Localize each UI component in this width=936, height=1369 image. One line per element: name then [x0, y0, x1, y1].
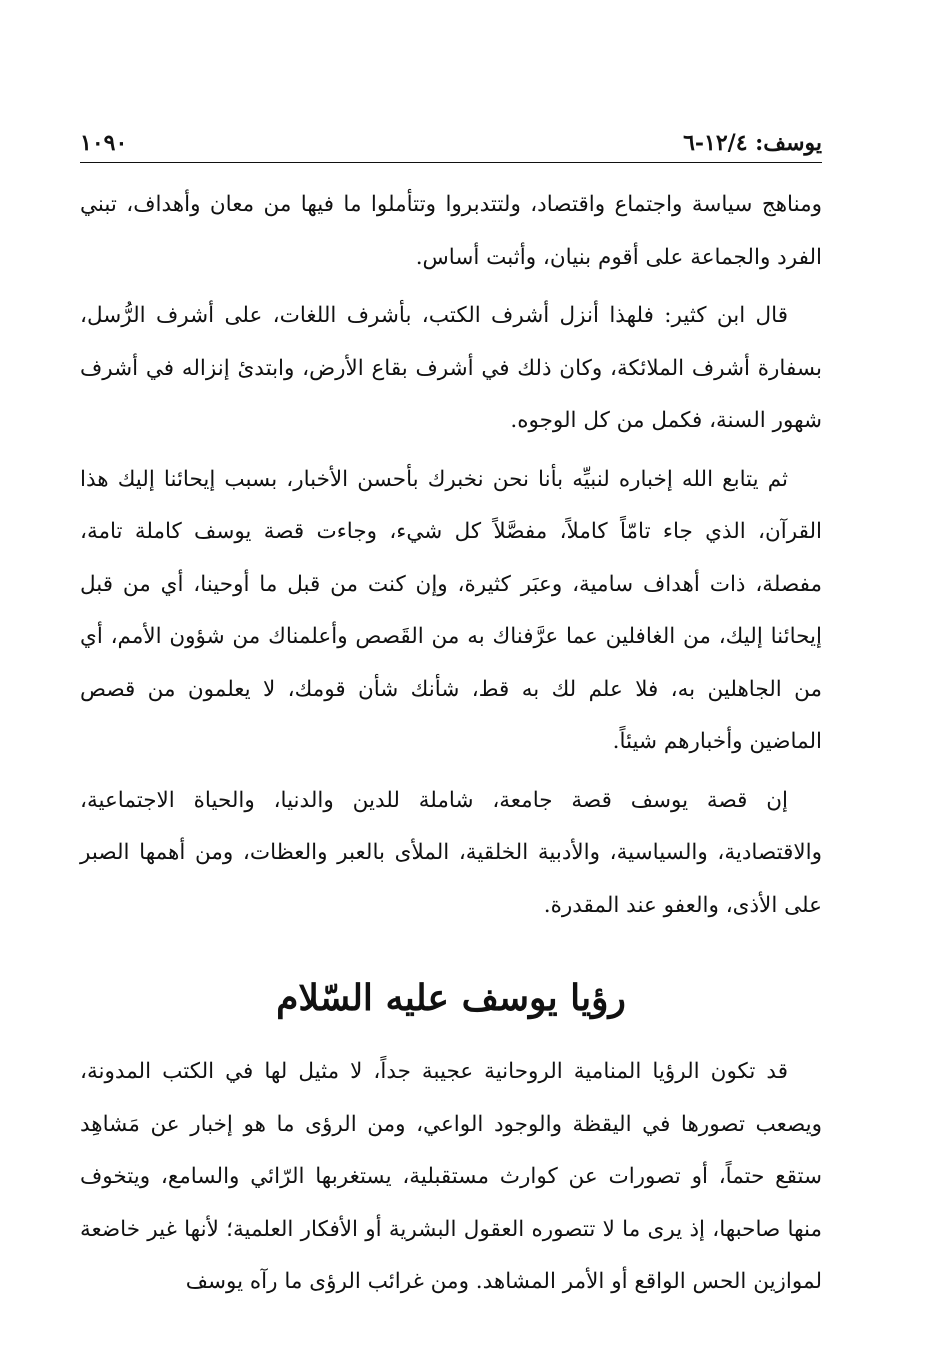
paragraph: قال ابن كثير: فلهذا أنزل أشرف الكتب، بأشرف اللغات، على أشرف الرُّسل، بسفارة أشرف الملائكة، وكان ذلك في أشرف بقاع الأرض، وابتدئ إنزاله في أشرف شهور السنة، فكمل من كل الوجوه.	[80, 303, 822, 433]
paragraph: قد تكون الرؤيا المنامية الروحانية عجيبة جداً، لا مثيل لها في الكتب المدونة، ويصعب تصورها في اليقظة والوجود الواعي، ومن الرؤى ما هو إخبار عن مَشاهِد ستقع حتماً، أو تصورات عن كوارث مستقبلية، يستغربها الرّائي والسامع، ويتخوف منها صاحبها، إذ يرى ما لا تتصوره العقول البشرية أو الأفكار العلمية؛ لأنها غير خاضعة لموازين الحس الواقع أو الأمر المشاهد. ومن غرائب الرؤى ما رآه يوسف	[80, 1059, 822, 1294]
paragraph: ثم يتابع الله إخباره لنبيِّه بأنا نحن نخبرك بأحسن الأخبار، بسبب إيحائنا إليك هذا القرآن، الذي جاء تامّاً كاملاً، مفصَّلاً كل شيء، وجاءت قصة يوسف كاملة تامة، مفصلة، ذات أهداف سامية، وعبَر كثيرة، وإن كنت من قبل ما أوحينا، أي من قبل إيحائنا إليك، من الغافلين عما عرَّفناك به من القَصص وأعلمناك من شؤون الأمم، أي من الجاهلين به، فلا علم لك به قط، شأنك شأن قومك، لا يعلمون من قصص الماضين وأخبارهم شيئاً.	[80, 466, 822, 754]
book-page	[80, 128, 822, 1315]
page-number: ١٠٩٠	[80, 130, 128, 156]
page-body	[80, 179, 822, 1309]
surah-reference: يوسف: ١٢/٤-٦	[683, 130, 822, 156]
section-heading: رؤيا يوسف عليه السّلام	[276, 977, 626, 1019]
page-header	[80, 128, 822, 163]
paragraph: ومناهج سياسة واجتماع واقتصاد، ولتتدبروا وتتأملوا ما فيها من معان وأهداف، تبني الفرد والجماعة على أقوم بنيان، وأثبت أساس.	[80, 192, 822, 270]
paragraph: إن قصة يوسف قصة جامعة، شاملة للدين والدنيا، والحياة الاجتماعية، والاقتصادية، والسياسية، والأدبية الخلقية، الملأى بالعبر والعظات، ومن أهمها الصبر على الأذى، والعفو عند المقدرة.	[80, 787, 822, 918]
